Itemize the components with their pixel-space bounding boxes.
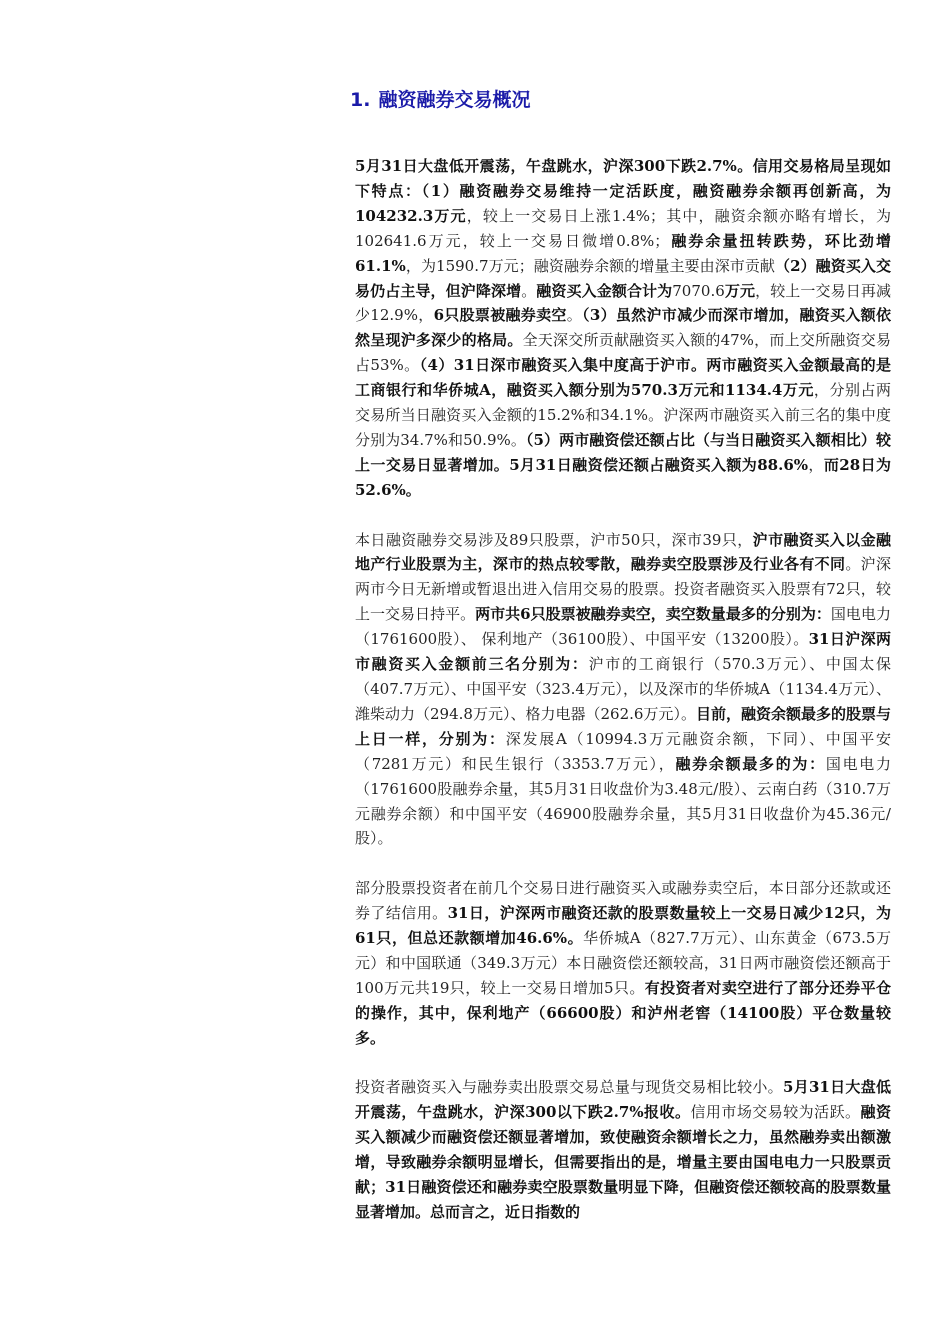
- bold-text-run: 融券余量扭转跌势，环比劲增61.1%: [355, 231, 891, 275]
- bold-text-run: 而28日为52.6%。: [355, 455, 891, 499]
- text-run: 国电电力（1761600股）、 保利地产（36100股）、中国平安（13200股）。: [355, 605, 891, 649]
- text-run: ，分别占两交易所当日融资买入金额的15.2%和34.1%。沪深两市融资买入前三名的集中度分别为34.7%和50.9%。: [355, 381, 891, 449]
- paragraph-3: [355, 876, 891, 1050]
- bold-text-run: 融资买入金额合计为: [536, 281, 673, 300]
- bold-text-run: 31日沪深两市融资买入金额前三名分别为：: [355, 630, 891, 674]
- text-run: 。: [566, 306, 583, 325]
- section-heading: [350, 86, 891, 114]
- bold-text-run: 总而言之，近日指数的: [430, 1203, 581, 1222]
- text-run: 深发展A（10994.3万元融资余额，下同）、中国平安（7281万元）和民生银行（3353.7万元），: [355, 729, 891, 773]
- document-body: [350, 86, 891, 1250]
- bold-text-run: 两市共6只股票被融券卖空，卖空数量最多的分别为：: [475, 605, 831, 624]
- paragraph-4: [355, 1075, 891, 1224]
- text-run: ，较上一交易日上涨1.4%；其中，融资余额亦略有增长，为102641.6万元，较上一交易日微增0.8%；: [355, 206, 891, 250]
- bold-text-run: 31日，沪深两市融资还款的股票数量较上一交易日减少12只，为61只，但总还款额增加46.6%。: [355, 904, 891, 948]
- text-run: 华侨城A（827.7万元）、山东黄金（673.5万元）和中国联通（349.3万元）本日融资偿还额较高，31日两市融资偿还额高于100万元共19只，较上一交易日增加5只。: [355, 929, 891, 997]
- bold-text-run: 6只股票被融券卖空: [433, 306, 567, 325]
- paragraph-2: [355, 528, 891, 852]
- text-run: ，较上一交易日再减少12.9%，: [355, 281, 891, 325]
- bold-text-run: 5月31日大盘低开震荡，午盘跳水，沪深300以下跌2.7%报收。: [355, 1078, 891, 1122]
- bold-text-run: （2）融资买入交易仍占主导，但沪降深增: [355, 256, 891, 300]
- text-run: 沪市的工商银行（570.3万元）、中国太保（407.7万元）、中国平安（323.4万元），以及深市的华侨城A（1134.4万元）、潍柴动力（294.8万元）、格力电器（262.6万元）。: [355, 655, 891, 723]
- bold-text-run: （4）31日深市融资买入集中度高于沪市。两市融资买入金额最高的是工商银行和华侨城A，融资买入额分别为570.3万元和1134.4万元: [355, 356, 891, 400]
- text-run: 7070.6: [672, 281, 725, 300]
- text-run: 。沪深两市今日无新增或暂退出进入信用交易的股票。投资者融资买入股票有72只，较上一交易日持平。: [355, 555, 891, 624]
- paragraph-1: [355, 154, 891, 503]
- bold-text-run: 31日融资偿还和融券卖空股票数量明显下降，但融资偿还额较高的股票数量显著增加。: [355, 1178, 891, 1222]
- text-run: ，: [808, 455, 824, 474]
- bold-text-run: 目前，融资余额最多的股票与上日一样，分别为：: [355, 704, 891, 748]
- text-run: 国电电力（1761600股融券余量，其5月31日收盘价为3.48元/股）、云南白药（310.7万元融券余额）和中国平安（46900股融券余量，其5月31日收盘价为45.36元/股）。: [355, 754, 891, 848]
- section-number: 1.: [350, 89, 371, 111]
- bold-text-run: 沪市融资买入以金融地产行业股票为主，深市的热点较零散，融券卖空股票涉及行业各有不同: [355, 530, 891, 574]
- text-run: ，为1590.7万元: [405, 256, 519, 275]
- bold-text-run: 万元: [724, 281, 756, 300]
- text-run: 本日融资融券交易涉及89只股票，沪市50只，深市39只，: [355, 530, 753, 549]
- bold-text-run: （3）虽然沪市减少而深市增加，融资买入额依然呈现沪多深少的格局。: [355, 306, 891, 350]
- text-run: 投资者融资买入与融券卖出股票交易总量与现货交易相比较小。: [355, 1078, 783, 1097]
- text-run: 信用市场交易较为活跃。: [690, 1103, 861, 1122]
- bold-text-run: 5月31日大盘低开震荡，午盘跳水，沪深300下跌2.7%。信用交易格局呈现如下特点：（1）融资融券交易维持一定活跃度，融资融券余额再创新高，为104232.3万元: [355, 157, 891, 225]
- bold-text-run: 融券余额最多的为：: [675, 754, 826, 773]
- text-run: 部分股票投资者在前几个交易日进行融资买入或融券卖空后，本日部分还款或还券了结信用。: [355, 879, 891, 923]
- bold-text-run: 融资买入额减少而融资偿还额显著增加，致使融资余额增长之力，虽然融券卖出额激增，导致融券余额明显增长，但需要指出的是，增量主要由国电电力一只股票贡献；: [355, 1103, 891, 1197]
- bold-text-run: （5）两市融资偿还额占比（与当日融资买入额相比）较上一交易日显著增加。5月31日融资偿还额占融资买入额为88.6%: [355, 430, 891, 474]
- bold-text-run: 有投资者对卖空进行了部分还券平仓的操作，其中，保利地产（66600股）和泸州老窖（14100股）平仓数量较多。: [355, 978, 891, 1047]
- text-run: 全天深交所贡献融资买入额的47%，而上交所融资交易占53%。: [355, 331, 891, 375]
- section-title: 融资融券交易概况: [378, 89, 531, 111]
- text-run: 。: [521, 281, 537, 300]
- text-run: ；融资融券余额的增量主要由深市贡献: [518, 256, 776, 275]
